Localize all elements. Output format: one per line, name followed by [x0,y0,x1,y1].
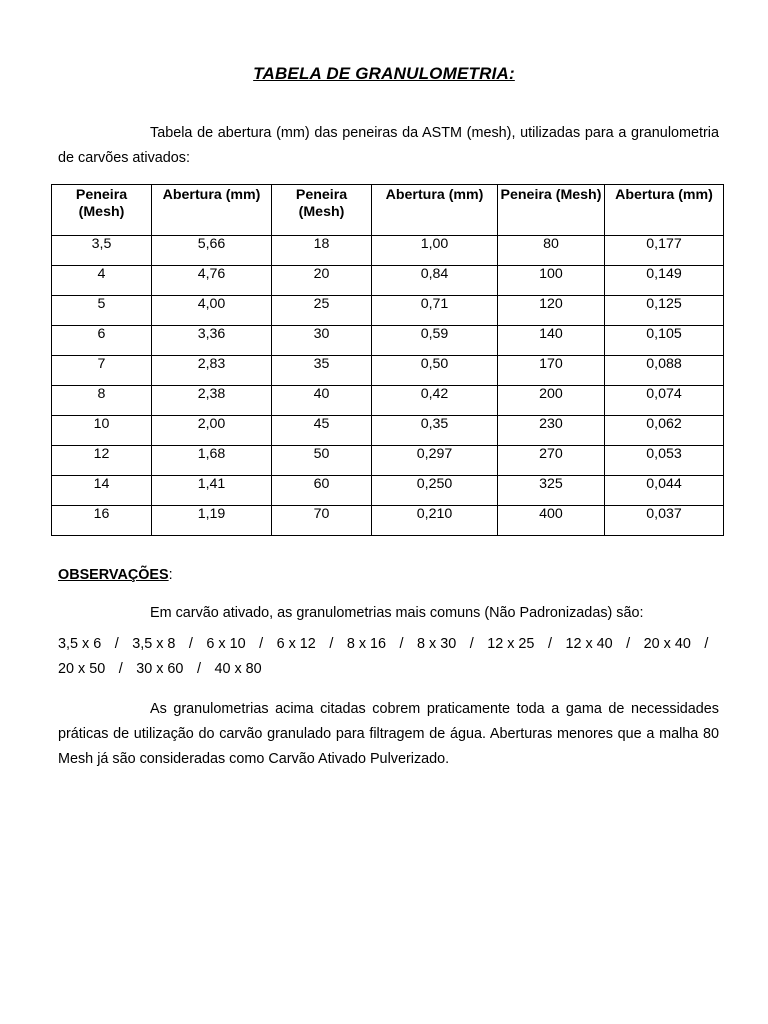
table-cell: 5 [52,296,152,326]
table-cell: 4,00 [152,296,272,326]
table-cell: 25 [272,296,372,326]
table-cell: 1,41 [152,476,272,506]
table-row [52,236,724,266]
granulometry-item: 3,5 x 8 [132,636,176,652]
table-cell: 170 [498,356,605,386]
table-cell: 325 [498,476,605,506]
granulometry-item: 3,5 x 6 [58,636,102,652]
table-cell: 3,36 [152,326,272,356]
table-cell: 35 [272,356,372,386]
table-cell: 8 [52,386,152,416]
granulometry-item: 6 x 12 [276,636,316,652]
table-cell: 0,088 [605,356,724,386]
table-cell: 0,42 [372,386,498,416]
granulometry-separator: / [704,636,709,652]
granulometry-separator: / [188,636,193,652]
granulometry-separator: / [626,636,631,652]
table-cell: 0,053 [605,446,724,476]
table-cell: 30 [272,326,372,356]
observations-heading [58,565,173,585]
granulometry-separator: / [118,661,123,677]
table-cell: 0,250 [372,476,498,506]
granulometry-separator: / [259,636,264,652]
table-cell: 4 [52,266,152,296]
table-cell: 20 [272,266,372,296]
granulometry-item: 30 x 60 [136,661,184,677]
table-cell: 400 [498,506,605,536]
granulometry-table [51,184,724,536]
column-header: Abertura (mm) [372,185,498,236]
table-cell: 0,074 [605,386,724,416]
granulometry-separator: / [469,636,474,652]
column-header: Peneira (Mesh) [498,185,605,236]
table-cell: 0,125 [605,296,724,326]
table-cell: 4,76 [152,266,272,296]
table-cell: 40 [272,386,372,416]
table-cell: 60 [272,476,372,506]
table-cell: 0,062 [605,416,724,446]
table-cell: 230 [498,416,605,446]
table-cell: 1,19 [152,506,272,536]
table-cell: 0,297 [372,446,498,476]
granulometry-separator: / [329,636,334,652]
granulometry-item: 6 x 10 [206,636,246,652]
table-cell: 80 [498,236,605,266]
table-cell: 6 [52,326,152,356]
table-cell: 0,84 [372,266,498,296]
granulometry-item: 20 x 40 [643,636,691,652]
table-cell: 2,83 [152,356,272,386]
granulometry-separator: / [547,636,552,652]
table-cell: 14 [52,476,152,506]
table-row [52,416,724,446]
table-cell: 12 [52,446,152,476]
granulometry-item: 20 x 50 [58,661,106,677]
table-cell: 0,037 [605,506,724,536]
table-cell: 0,71 [372,296,498,326]
table-cell: 3,5 [52,236,152,266]
table-cell: 100 [498,266,605,296]
observations-heading-label: OBSERVAÇÕES [58,567,169,583]
table-cell: 70 [272,506,372,536]
observations-paragraph-1: Em carvão ativado, as granulometrias mais comuns (Não Padronizadas) são: [150,605,644,621]
observations-paragraph-2: As granulometrias acima citadas cobrem praticamente toda a gama de necessidades práticas de utilização do carvão granulado para filtragem de água. Aberturas menores que a malha 80 Mesh já são consideradas como Carvão Ativado Pulverizado. [58,701,719,767]
granulometry-separator: / [196,661,201,677]
column-header: Abertura (mm) [152,185,272,236]
table-cell: 1,68 [152,446,272,476]
table-row [52,506,724,536]
table-row [52,386,724,416]
column-header: Abertura (mm) [605,185,724,236]
table-cell: 2,00 [152,416,272,446]
table-cell: 0,177 [605,236,724,266]
granulometry-item: 8 x 16 [346,636,387,652]
table-cell: 18 [272,236,372,266]
table-cell: 140 [498,326,605,356]
table-cell: 0,35 [372,416,498,446]
table-row [52,356,724,386]
table-cell: 1,00 [372,236,498,266]
table-cell: 0,149 [605,266,724,296]
table-cell: 0,210 [372,506,498,536]
granulometry-item: 40 x 80 [214,661,262,677]
observations-heading-colon: : [168,567,173,583]
table-row [52,446,724,476]
table-cell: 0,59 [372,326,498,356]
table-cell: 16 [52,506,152,536]
intro-paragraph: Tabela de abertura (mm) das peneiras da ASTM (mesh), utilizadas para a granulometria de carvões ativados: [58,125,719,166]
column-header: Peneira (Mesh) [272,185,372,236]
table-row [52,296,724,326]
granulometry-separator: / [399,636,404,652]
granulometry-item: 12 x 40 [565,636,613,652]
table-cell: 200 [498,386,605,416]
table-cell: 120 [498,296,605,326]
granulometry-item: 12 x 25 [487,636,535,652]
table-cell: 5,66 [152,236,272,266]
table-cell: 50 [272,446,372,476]
table-row [52,476,724,506]
document-title: TABELA DE GRANULOMETRIA: [253,64,515,83]
column-header: Peneira (Mesh) [52,185,152,236]
granulometry-separator: / [114,636,119,652]
table-row [52,326,724,356]
table-cell: 0,50 [372,356,498,386]
table-row [52,266,724,296]
granulometry-list [58,632,719,682]
table-cell: 45 [272,416,372,446]
table-cell: 0,105 [605,326,724,356]
table-header-row [52,185,724,236]
table-cell: 10 [52,416,152,446]
table-cell: 2,38 [152,386,272,416]
granulometry-item: 8 x 30 [417,636,457,652]
table-cell: 270 [498,446,605,476]
table-cell: 7 [52,356,152,386]
table-cell: 0,044 [605,476,724,506]
